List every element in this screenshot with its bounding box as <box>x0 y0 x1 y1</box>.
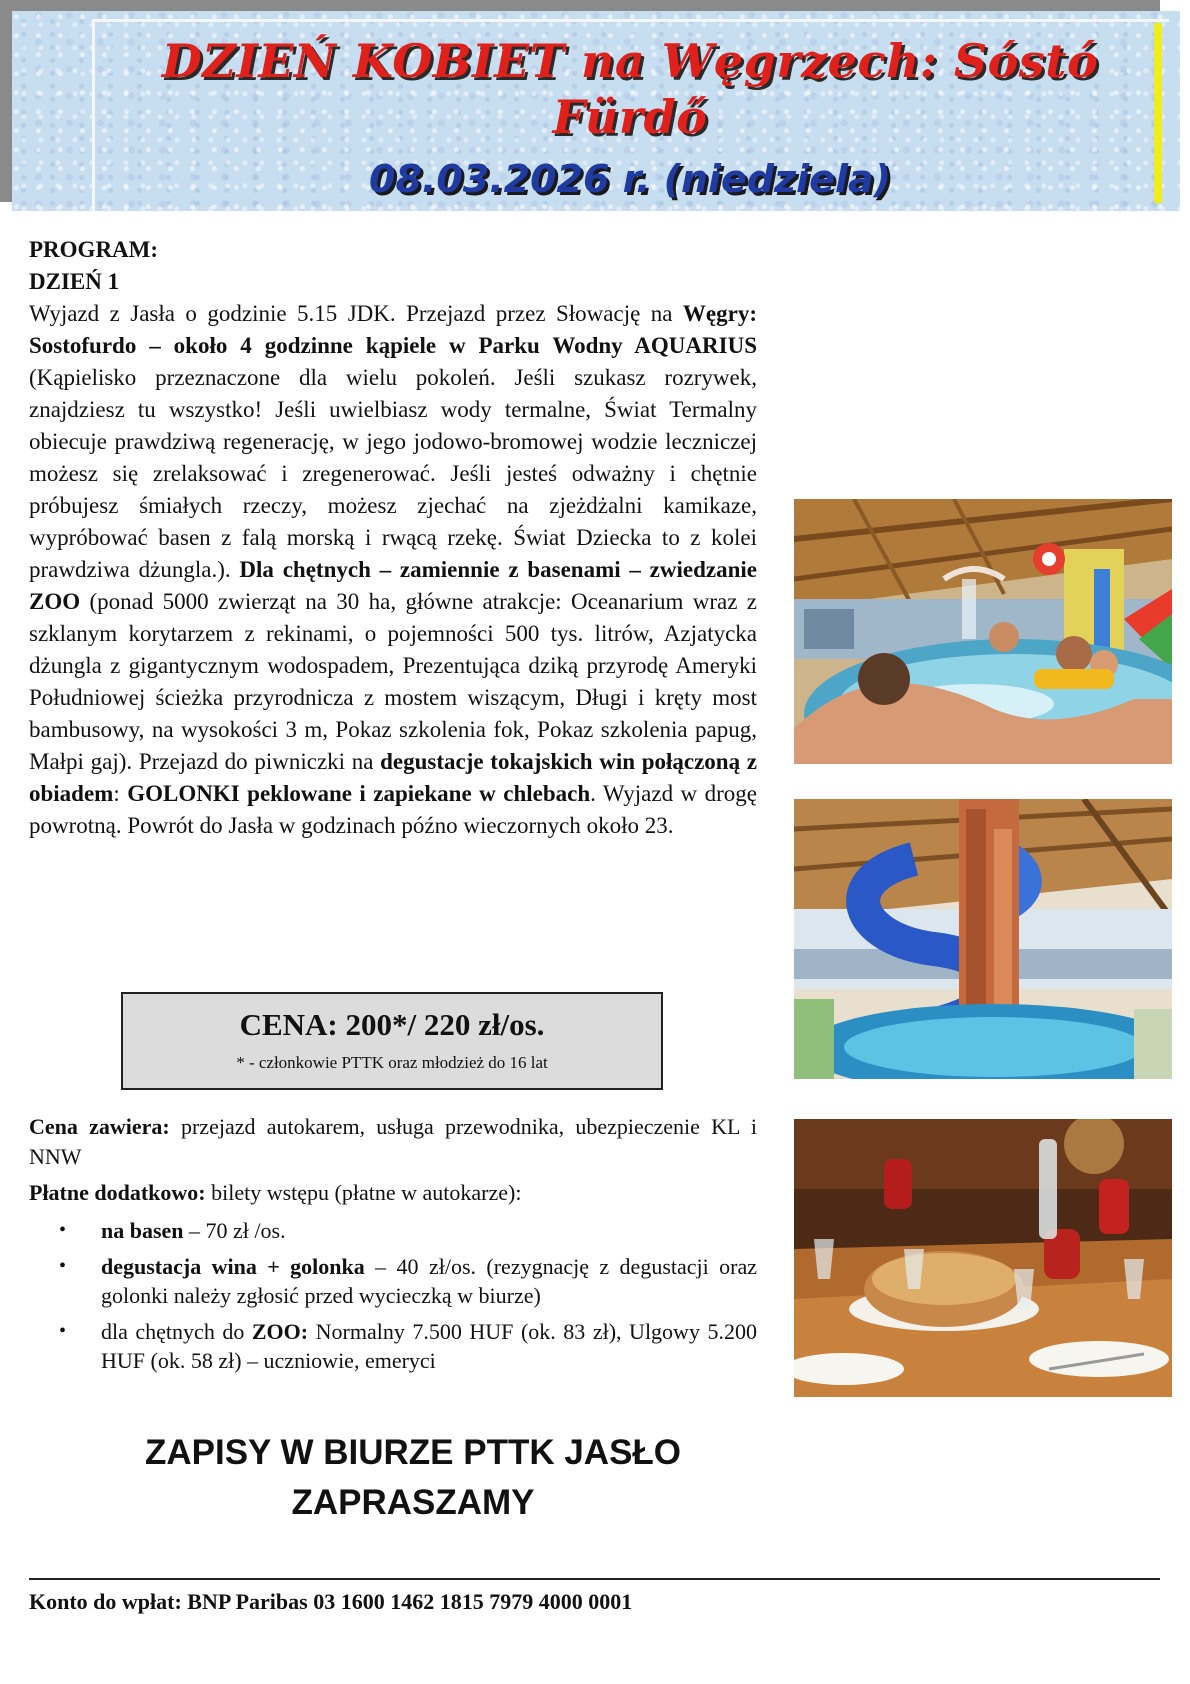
extras-label: Płatne dodatkowo: <box>29 1180 206 1205</box>
list-item <box>29 1252 757 1310</box>
bank-account: Konto do wpłat: BNP Paribas 03 1600 1462 1815 7979 4000 0001 <box>29 1589 633 1614</box>
price-box <box>121 992 663 1090</box>
restaurant-image <box>794 1119 1172 1397</box>
restaurant-photo <box>794 1119 1172 1397</box>
program-bold-2: Dla chętnych – zamiennie z basenami – zwiedzanie ZOO <box>29 557 757 614</box>
page-title: DZIEŃ KOBIET na Węgrzech: Sóstó Fürdő <box>161 34 1099 144</box>
extra-text: – 40 zł/os. (rezygnację z degustacji oraz golonki należy zgłosić przed wycieczką w biurze) <box>101 1254 757 1308</box>
slide-image <box>794 799 1172 1079</box>
aquapark-jacuzzi-photo <box>794 499 1172 764</box>
includes-line <box>29 1112 757 1172</box>
program-text-2: (Kąpielisko przeznaczone dla wielu pokoleń. Jeśli szukasz rozrywek, znajdziesz tu wszystko! Jeśli uwielbiasz wody termalne, Świat Termalny obiecuje prawdziwą regenerację, w jego jodowo-bromowej wodzie leczniczej możesz się zrelaksować i zregenerować. Jeśli jesteś odważny i chętnie próbujesz śmiałych rzeczy, możesz zjechać na zjeżdżalni kamikaze, wypróbować basen z falą morską i rwącą rzekę. Świat Dziecka to z kolei prawdziwa dżungla.). <box>29 365 757 582</box>
extra-text: Normalny 7.500 HUF (ok. 83 zł), Ulgowy 5.200 HUF (ok. 58 zł) – uczniowie, emeryci <box>101 1319 757 1373</box>
header-banner <box>12 11 1180 211</box>
program-text-4: : <box>113 781 128 806</box>
extras-text: bilety wstępu (płatne w autokarze): <box>205 1180 522 1205</box>
program-bold-1: Węgry: Sostofurdo – około 4 godzinne kąpiele w Parku Wodny AQUARIUS <box>29 301 757 358</box>
includes-label: Cena zawiera: <box>29 1114 170 1139</box>
program-heading: PROGRAM: <box>29 237 159 262</box>
list-item <box>29 1216 757 1245</box>
program-section <box>29 234 757 842</box>
program-bold-3: degustacje tokajskich win połączoną z obiadem <box>29 749 757 806</box>
page-frame-top <box>0 0 1160 11</box>
price-details <box>29 1112 757 1382</box>
bullet-icon: • <box>59 1320 67 1342</box>
price-main: CENA: 200*/ 220 zł/os. <box>239 1007 545 1042</box>
extra-label: na basen <box>101 1218 184 1243</box>
bullet-icon: • <box>59 1255 67 1277</box>
day-heading: DZIEŃ 1 <box>29 269 120 294</box>
jacuzzi-image <box>794 499 1172 764</box>
aquapark-slide-photo <box>794 799 1172 1079</box>
extra-prefix: dla chętnych do <box>101 1319 252 1344</box>
signup-callout <box>29 1428 797 1528</box>
includes-text: przejazd autokarem, usługa przewodnika, ubezpieczenie KL i NNW <box>29 1114 757 1169</box>
event-date: 08.03.2026 r. (niedziela) <box>369 157 891 201</box>
extra-text: – 70 zł /os. <box>183 1218 286 1243</box>
extras-list <box>29 1216 757 1375</box>
program-description <box>29 298 757 842</box>
bullet-icon: • <box>59 1219 67 1241</box>
page-frame-left <box>0 0 12 202</box>
program-bold-4: GOLONKI peklowane i zapiekane w chlebach <box>127 781 591 806</box>
extra-label: degustacja wina + golonka <box>101 1254 365 1279</box>
price-note: * - członkowie PTTK oraz młodzież do 16 lat <box>236 1053 548 1072</box>
extra-label: ZOO: <box>251 1319 309 1344</box>
list-item <box>29 1317 757 1375</box>
invite-line: ZAPRASZAMY <box>291 1483 535 1522</box>
program-text-5: . Wyjazd w drogę powrotną. Powrót do Jasła w godzinach późno wieczornych około 23. <box>29 781 757 838</box>
program-text-3: (ponad 5000 zwierząt na 30 ha, główne atrakcje: Oceanarium wraz z szklanym korytarzem z rekinami, o pojemności 500 tys. litrów, Azjatycka dżungla z gigantycznym wodospadem, Prezentująca dziką przyrodę Ameryki Południowej ścieżka przyrodnicza z mostem wiszącym, Długi i kręty most bambusowy, na wysokości 3 m, Pokaz szkolenia fok, Pokaz szkolenia papug, Małpi gaj). Przejazd do piwniczki na <box>29 589 757 774</box>
signup-line: ZAPISY W BIURZE PTTK JASŁO <box>144 1433 682 1472</box>
program-text-1: Wyjazd z Jasła o godzinie 5.15 JDK. Przejazd przez Słowację na <box>29 301 683 326</box>
footer-divider <box>29 1578 1160 1580</box>
extras-line <box>29 1178 757 1208</box>
